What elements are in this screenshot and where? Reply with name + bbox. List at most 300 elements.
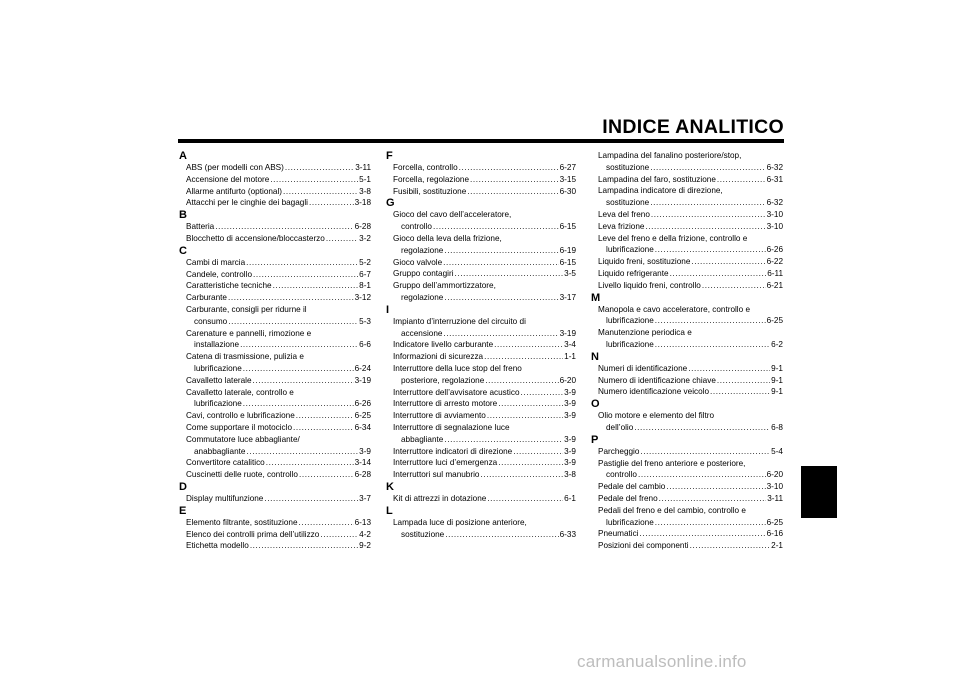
index-entry-continuation bbox=[386, 434, 576, 446]
index-entry-line bbox=[386, 517, 576, 529]
index-entry-text: Elemento filtrante, sostituzione bbox=[186, 517, 298, 527]
page-number: 6-15 bbox=[559, 257, 576, 267]
index-entry bbox=[179, 269, 371, 281]
index-entry bbox=[179, 257, 371, 269]
index-entry bbox=[591, 221, 783, 233]
page-number: 3-5 bbox=[564, 269, 576, 279]
index-entry bbox=[386, 469, 576, 481]
index-entry bbox=[386, 162, 576, 174]
page-number: 6-19 bbox=[559, 245, 576, 255]
index-column-3 bbox=[591, 150, 783, 552]
page-number: 6-34 bbox=[354, 422, 371, 432]
page-number: 6-1 bbox=[564, 493, 576, 503]
page-number: 6-26 bbox=[354, 399, 371, 409]
index-entry bbox=[591, 150, 783, 174]
index-entry-line bbox=[591, 528, 783, 540]
dot-leader bbox=[296, 410, 354, 422]
page-number: 6-32 bbox=[766, 162, 783, 172]
index-entry-line bbox=[591, 386, 783, 398]
index-entry-continuation bbox=[591, 469, 783, 481]
dot-leader bbox=[246, 257, 358, 269]
index-entry-line bbox=[179, 387, 371, 399]
index-entry-line bbox=[386, 351, 576, 363]
index-entry-text: Gruppo contagiri bbox=[393, 269, 454, 279]
index-entry bbox=[179, 540, 371, 552]
dot-leader bbox=[443, 328, 558, 340]
page-number: 3-9 bbox=[564, 411, 576, 421]
index-entry-text: Lampada luce di posizione anteriore, bbox=[393, 517, 527, 527]
index-entry bbox=[179, 233, 371, 245]
index-entry bbox=[179, 186, 371, 198]
index-entry-line bbox=[179, 517, 371, 529]
index-entry-line bbox=[591, 493, 783, 505]
page-number: 3-11 bbox=[355, 163, 371, 172]
index-entry bbox=[591, 458, 783, 482]
index-entry bbox=[179, 351, 371, 375]
index-entry-text: Caratteristiche tecniche bbox=[186, 281, 272, 291]
index-entry bbox=[591, 280, 783, 292]
index-entry-text: Candele, controllo bbox=[186, 269, 252, 279]
dot-leader bbox=[485, 375, 558, 387]
index-entry-text: sostituzione bbox=[401, 529, 445, 539]
index-entry-text: Pedali del freno e del cambio, controllo e bbox=[598, 505, 746, 515]
index-entry-line bbox=[591, 304, 783, 316]
index-entry bbox=[591, 386, 783, 398]
page-number: 6-31 bbox=[766, 174, 783, 184]
page-number: 6-20 bbox=[559, 375, 576, 385]
dot-leader bbox=[480, 469, 563, 481]
index-entry bbox=[179, 221, 371, 233]
dot-leader bbox=[273, 280, 359, 292]
index-entry-text: Interruttore dell’avvisatore acustico bbox=[393, 387, 520, 397]
index-entry-text: Parcheggio bbox=[598, 446, 640, 456]
index-entry-line bbox=[591, 209, 783, 221]
index-entry-text: lubrificazione bbox=[194, 399, 242, 409]
dot-leader bbox=[455, 268, 564, 280]
index-entry bbox=[591, 304, 783, 328]
index-entry-line bbox=[179, 162, 371, 174]
index-entry-line bbox=[386, 469, 576, 481]
index-entry-text: Indicatore livello carburante bbox=[393, 340, 494, 350]
section-letter: P bbox=[591, 433, 599, 446]
page-number: 6-25 bbox=[766, 316, 783, 326]
index-entry-line bbox=[386, 493, 576, 505]
page-number: 6-21 bbox=[766, 280, 783, 290]
index-entry bbox=[386, 174, 576, 186]
index-entry-text: Interruttore di avviamento bbox=[393, 411, 486, 421]
index-entry-line bbox=[386, 280, 576, 292]
index-entry bbox=[386, 398, 576, 410]
index-entry-line bbox=[386, 446, 576, 458]
index-entry-line bbox=[591, 221, 783, 233]
page-number: 3-17 bbox=[559, 292, 576, 302]
index-entry-line bbox=[591, 446, 783, 458]
dot-leader bbox=[246, 446, 358, 458]
index-entry-text: Leve del freno e della frizione, controllo e bbox=[598, 233, 748, 243]
dot-leader bbox=[443, 257, 558, 269]
watermark: carmanualsonline.info bbox=[577, 652, 747, 671]
index-entry-line bbox=[179, 269, 371, 281]
index-entry bbox=[386, 280, 576, 304]
section-letter: M bbox=[591, 291, 601, 304]
index-entry-text: Interruttore indicatori di direzione bbox=[393, 446, 513, 456]
index-entry-text: controllo bbox=[401, 222, 432, 232]
page-number: 6-26 bbox=[766, 245, 783, 255]
index-entry-line bbox=[386, 457, 576, 469]
dot-leader bbox=[513, 446, 563, 458]
index-entry bbox=[591, 375, 783, 387]
page-number: 3-11 bbox=[767, 493, 783, 503]
dot-leader bbox=[688, 363, 770, 375]
index-entry-text: Come supportare il motociclo bbox=[186, 422, 293, 432]
page-number: 5-3 bbox=[359, 316, 371, 326]
index-entry bbox=[386, 351, 576, 363]
dot-leader bbox=[717, 375, 770, 387]
dot-leader bbox=[487, 493, 563, 505]
dot-leader bbox=[717, 174, 766, 186]
page-number: 2-1 bbox=[771, 541, 783, 551]
index-entry-text: sostituzione bbox=[606, 162, 650, 172]
index-entry bbox=[591, 446, 783, 458]
index-entry-line bbox=[179, 186, 371, 198]
index-column-1 bbox=[179, 150, 371, 552]
index-entry-continuation bbox=[591, 244, 783, 256]
dot-leader bbox=[498, 398, 563, 410]
dot-leader bbox=[640, 528, 766, 540]
index-entry-text: Manutenzione periodica e bbox=[598, 328, 692, 338]
dot-leader bbox=[670, 268, 767, 280]
page-number: 3-9 bbox=[564, 399, 576, 409]
index-entry-line bbox=[179, 422, 371, 434]
index-entry bbox=[386, 233, 576, 257]
page-number: 6-27 bbox=[559, 163, 576, 172]
index-entry bbox=[591, 268, 783, 280]
dot-leader bbox=[326, 233, 358, 245]
index-entry-text: Leva del freno bbox=[598, 209, 650, 219]
index-entry-line bbox=[591, 375, 783, 387]
index-entry bbox=[179, 493, 371, 505]
index-entry-text: Etichetta modello bbox=[186, 541, 249, 551]
dot-leader bbox=[445, 529, 558, 541]
index-entry-continuation bbox=[386, 529, 576, 541]
dot-leader bbox=[240, 339, 358, 351]
index-entry bbox=[386, 257, 576, 269]
index-entry-text: installazione bbox=[194, 340, 240, 350]
index-entry-line bbox=[386, 268, 576, 280]
index-entry-text: Forcella, controllo bbox=[393, 163, 458, 172]
index-entry bbox=[386, 268, 576, 280]
index-entry bbox=[591, 505, 783, 529]
index-entry-line bbox=[179, 304, 371, 316]
index-entry bbox=[386, 422, 576, 446]
dot-leader bbox=[650, 197, 765, 209]
page-number: 3-8 bbox=[359, 186, 371, 196]
index-entry bbox=[591, 174, 783, 186]
index-entry-line bbox=[179, 328, 371, 340]
index-entry-line bbox=[179, 375, 371, 387]
index-entry-text: Cuscinetti delle ruote, controllo bbox=[186, 470, 298, 480]
index-entry-text: Convertitore catalitico bbox=[186, 458, 265, 468]
index-entry-text: Pneumatici bbox=[598, 529, 639, 539]
index-entry-continuation bbox=[591, 315, 783, 327]
page-number: 9-1 bbox=[771, 387, 783, 397]
page-number: 6-8 bbox=[771, 422, 783, 432]
index-entry-text: regolazione bbox=[401, 292, 444, 302]
index-entry bbox=[179, 517, 371, 529]
index-entry-continuation bbox=[591, 339, 783, 351]
index-entry-text: sostituzione bbox=[606, 198, 650, 208]
dot-leader bbox=[484, 351, 563, 363]
page-number: 3-15 bbox=[559, 174, 576, 184]
dot-leader bbox=[444, 245, 558, 257]
index-entry-line bbox=[179, 493, 371, 505]
index-entry bbox=[386, 186, 576, 198]
index-entry-line bbox=[179, 257, 371, 269]
section-letter: C bbox=[179, 244, 187, 257]
page-number: 3-18 bbox=[354, 198, 371, 208]
index-entry-continuation bbox=[386, 221, 576, 233]
index-entry-line bbox=[179, 292, 371, 304]
index-entry-line bbox=[591, 458, 783, 470]
index-entry-text: Manopola e cavo acceleratore, controllo e bbox=[598, 304, 751, 314]
index-entry-text: Gruppo dell’ammortizzatore, bbox=[393, 281, 496, 291]
index-entry-text: Interruttori sul manubrio bbox=[393, 470, 480, 480]
index-entry-continuation bbox=[591, 197, 783, 209]
index-entry bbox=[591, 481, 783, 493]
dot-leader bbox=[320, 529, 358, 541]
dot-leader bbox=[444, 434, 563, 446]
index-entry-text: Pedale del cambio bbox=[598, 482, 666, 492]
index-entry-line bbox=[386, 339, 576, 351]
index-entry-line bbox=[179, 197, 371, 209]
index-entry-text: abbagliante bbox=[401, 434, 444, 444]
page-number: 1-1 bbox=[564, 352, 576, 362]
index-entry bbox=[179, 280, 371, 292]
dot-leader bbox=[253, 269, 358, 281]
dot-leader bbox=[666, 481, 765, 493]
index-entry-line bbox=[386, 422, 576, 434]
index-entry-text: Livello liquido freni, controllo bbox=[598, 280, 701, 290]
index-entry bbox=[386, 387, 576, 399]
index-entry-text: dell’olio bbox=[606, 422, 634, 432]
index-entry bbox=[179, 375, 371, 387]
index-entry bbox=[591, 493, 783, 505]
index-entry-text: accensione bbox=[401, 328, 443, 338]
index-entry-line bbox=[386, 387, 576, 399]
index-entry-continuation bbox=[386, 245, 576, 257]
index-entry-continuation bbox=[591, 162, 783, 174]
dot-leader bbox=[293, 422, 354, 434]
dot-leader bbox=[650, 162, 765, 174]
dot-leader bbox=[270, 174, 358, 186]
page-number: 3-10 bbox=[766, 221, 783, 231]
page-number: 6-25 bbox=[354, 411, 371, 421]
page-number: 8-1 bbox=[359, 281, 371, 291]
index-entry bbox=[179, 174, 371, 186]
page-number: 3-4 bbox=[564, 340, 576, 350]
dot-leader bbox=[655, 517, 766, 529]
index-entry-text: posteriore, regolazione bbox=[401, 375, 485, 385]
dot-leader bbox=[250, 540, 358, 552]
index-entry-text: Cavi, controllo e lubrificazione bbox=[186, 411, 295, 421]
index-entry-text: Forcella, regolazione bbox=[393, 174, 470, 184]
index-entry-text: Interruttore di segnalazione luce bbox=[393, 422, 510, 432]
index-entry-line bbox=[386, 209, 576, 221]
dot-leader bbox=[651, 209, 766, 221]
index-entry-text: Lampadina indicatore di direzione, bbox=[598, 186, 723, 196]
index-entry-text: regolazione bbox=[401, 245, 444, 255]
page-number: 3-8 bbox=[564, 470, 576, 480]
index-entry-text: Kit di attrezzi in dotazione bbox=[393, 493, 487, 503]
index-entry bbox=[591, 256, 783, 268]
dot-leader bbox=[640, 446, 770, 458]
dot-leader bbox=[283, 186, 358, 198]
dot-leader bbox=[487, 410, 563, 422]
page-number: 6-28 bbox=[354, 470, 371, 480]
page-number: 5-4 bbox=[771, 446, 783, 456]
index-entry bbox=[179, 304, 371, 328]
index-entry bbox=[179, 434, 371, 458]
index-entry-continuation bbox=[386, 292, 576, 304]
dot-leader bbox=[243, 363, 354, 375]
index-entry-line bbox=[591, 505, 783, 517]
dot-leader bbox=[710, 386, 770, 398]
index-entry-line bbox=[179, 540, 371, 552]
index-entry-line bbox=[386, 257, 576, 269]
page-number: 3-12 bbox=[354, 293, 371, 303]
page-number: 6-11 bbox=[767, 268, 783, 278]
index-entry-text: controllo bbox=[606, 470, 637, 480]
index-entry-text: Allarme antifurto (optional) bbox=[186, 186, 283, 196]
index-entry bbox=[179, 457, 371, 469]
index-entry-text: Display multifunzione bbox=[186, 493, 264, 503]
index-entry bbox=[179, 162, 371, 174]
section-letter: I bbox=[386, 303, 390, 316]
index-entry-line bbox=[591, 280, 783, 292]
index-entry bbox=[386, 316, 576, 340]
index-entry-text: Leva frizione bbox=[598, 221, 645, 231]
index-entry-text: Blocchetto di accensione/bloccasterzo bbox=[186, 233, 325, 243]
dot-leader bbox=[444, 292, 558, 304]
dot-leader bbox=[494, 339, 563, 351]
dot-leader bbox=[634, 422, 770, 434]
page-number: 3-9 bbox=[564, 387, 576, 397]
index-entry-text: ABS (per modelli con ABS) bbox=[186, 163, 284, 172]
index-entry-line bbox=[386, 363, 576, 375]
dot-leader bbox=[521, 387, 564, 399]
index-entry-text: lubrificazione bbox=[194, 363, 242, 373]
page-number: 6-25 bbox=[766, 517, 783, 527]
index-entry-line bbox=[386, 233, 576, 245]
dot-leader bbox=[470, 174, 559, 186]
page-number: 6-15 bbox=[559, 222, 576, 232]
index-entry bbox=[179, 387, 371, 411]
index-entry-text: Interruttore di arresto motore bbox=[393, 399, 498, 409]
dot-leader bbox=[638, 469, 766, 481]
index-entry bbox=[591, 185, 783, 209]
dot-leader bbox=[498, 457, 563, 469]
index-entry-text: Numero identificazione veicolo bbox=[598, 387, 710, 397]
index-entry-line bbox=[386, 316, 576, 328]
index-entry-text: Impianto d’interruzione del circuito di bbox=[393, 316, 526, 326]
index-entry bbox=[591, 540, 783, 552]
index-entry-text: lubrificazione bbox=[606, 245, 654, 255]
page-number: 3-9 bbox=[564, 458, 576, 468]
index-entry-text: Pedale del freno bbox=[598, 493, 658, 503]
page-number: 3-9 bbox=[564, 446, 576, 456]
dot-leader bbox=[299, 517, 354, 529]
index-entry-line bbox=[591, 268, 783, 280]
page-number: 6-22 bbox=[766, 257, 783, 267]
dot-leader bbox=[655, 244, 766, 256]
index-entry-text: anabbagliante bbox=[194, 446, 246, 456]
section-letter: G bbox=[386, 197, 395, 210]
index-entry-text: Informazioni di sicurezza bbox=[393, 352, 484, 362]
page-number: 3-10 bbox=[766, 209, 783, 219]
index-entry-continuation bbox=[386, 375, 576, 387]
index-entry-text: Liquido refrigerante bbox=[598, 268, 669, 278]
page-number: 6-16 bbox=[766, 529, 783, 539]
section-letter: N bbox=[591, 350, 599, 363]
index-entry-line bbox=[179, 221, 371, 233]
dot-leader bbox=[645, 221, 765, 233]
page-number: 5-1 bbox=[359, 174, 371, 184]
index-entry bbox=[591, 233, 783, 257]
index-entry bbox=[179, 328, 371, 352]
dot-leader bbox=[467, 186, 558, 198]
page-number: 3-19 bbox=[559, 328, 576, 338]
index-entry bbox=[591, 327, 783, 351]
index-entry bbox=[386, 339, 576, 351]
index-entry-continuation bbox=[386, 328, 576, 340]
page-number: 3-19 bbox=[354, 375, 371, 385]
index-entry-line bbox=[591, 256, 783, 268]
index-entry-line bbox=[591, 410, 783, 422]
index-entry-line bbox=[179, 280, 371, 292]
dot-leader bbox=[309, 197, 354, 209]
index-entry-text: Lampadina del faro, sostituzione bbox=[598, 174, 716, 184]
index-entry-line bbox=[591, 150, 783, 162]
section-letter: D bbox=[179, 480, 187, 493]
index-entry-text: Numero di identificazione chiave bbox=[598, 375, 716, 385]
index-entry-line bbox=[591, 363, 783, 375]
index-entry bbox=[386, 457, 576, 469]
index-entry-line bbox=[591, 481, 783, 493]
index-entry-continuation bbox=[591, 422, 783, 434]
title-rule bbox=[178, 139, 784, 143]
page-number: 6-2 bbox=[771, 339, 783, 349]
index-entry-line bbox=[179, 351, 371, 363]
index-entry-line bbox=[179, 233, 371, 245]
index-entry-line bbox=[179, 434, 371, 446]
index-entry-continuation bbox=[179, 446, 371, 458]
index-entry-continuation bbox=[179, 398, 371, 410]
index-entry bbox=[591, 528, 783, 540]
index-entry-text: Accensione del motore bbox=[186, 174, 270, 184]
page-number: 4-2 bbox=[359, 529, 371, 539]
index-entry bbox=[386, 410, 576, 422]
dot-leader bbox=[702, 280, 766, 292]
index-entry bbox=[179, 422, 371, 434]
index-entry-line bbox=[179, 457, 371, 469]
index-entry bbox=[179, 469, 371, 481]
index-entry-line bbox=[386, 186, 576, 198]
dot-leader bbox=[253, 375, 354, 387]
section-letter: L bbox=[386, 504, 393, 517]
index-entry-line bbox=[386, 398, 576, 410]
page-number: 9-1 bbox=[771, 363, 783, 373]
chapter-thumb-tab bbox=[801, 466, 837, 518]
